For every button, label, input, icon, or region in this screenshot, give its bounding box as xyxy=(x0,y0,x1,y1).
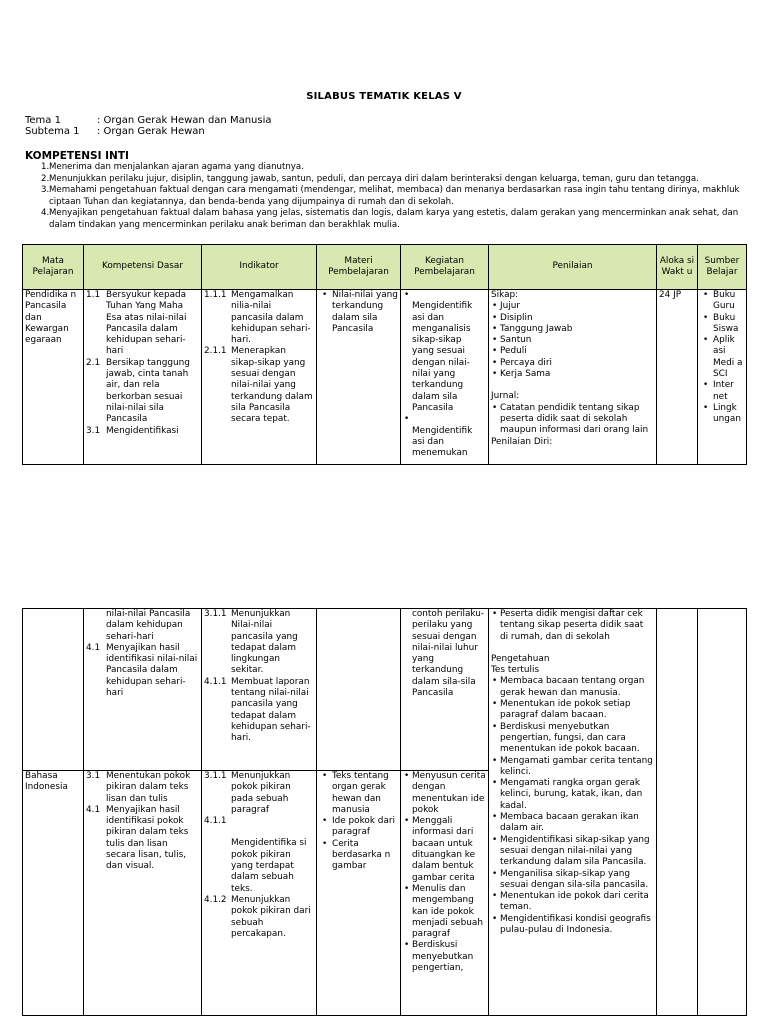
list-item: • Nilai-nilai yang terkandung dalam sila Pancasila xyxy=(319,290,398,335)
list-item: • Mengidentifikasi sikap-sikap yang sesuai dengan nilai-nilai yang terkandung dalam sila Pancasila. xyxy=(491,835,654,869)
list-item: • Catatan pendidik tentang sikap peserta didik saat di sekolah maupun informasi dari orang lain xyxy=(491,403,654,437)
list-item: • Percaya diri xyxy=(491,358,654,369)
cell-materi xyxy=(317,290,401,465)
document-title: SILABUS TEMATIK KELAS V xyxy=(306,91,462,102)
tema-key: Tema 1 xyxy=(25,115,61,126)
list-item: • Menganilisa sikap-sikap yang sesuai dengan sila-sila pancasila. xyxy=(491,869,654,892)
list-item: • Disiplin xyxy=(491,313,654,324)
list-item: • Menyusun cerita dengan menentukan ide pokok xyxy=(403,771,486,816)
table-header-row xyxy=(23,245,747,290)
cell-indikator: 3.1.1 Menunjukkan pokok pikiran pada sebuah paragraf 4.1.1 Mengidentifika si pokok pikiran yang terdapat dalam sebuah teks. 4.1.2 Menunjukkan pokok pikiran dari sebuah percakapan. xyxy=(202,771,317,1016)
list-item: • Buku Siswa xyxy=(700,313,744,336)
list-item: • Mengidentifik asi dan menemukan xyxy=(403,414,486,459)
list-item: • Kerja Sama xyxy=(491,369,654,380)
cell-sumber-belajar xyxy=(698,609,747,1016)
cell-mata-pelajaran: Pendidika n Pancasila dan Kewargan egaraan xyxy=(23,290,84,465)
cell-materi xyxy=(317,771,401,1016)
table-row xyxy=(23,609,747,771)
cell-materi xyxy=(317,609,401,771)
list-item: • Menulis dan mengembang kan ide pokok menjadi sebuah paragraf xyxy=(403,884,486,940)
list-item: • Aplik asi Medi a SCI xyxy=(700,335,744,380)
list-item: • Menggali informasi dari bacaan untuk dituangkan ke dalam bentuk gambar cerita xyxy=(403,816,486,884)
ki-item: 4. Menyajikan pengetahuan faktual dalam bahasa yang jelas, sistematis dan logis, dalam karya yang estetis, dalam gerakan yang mencerminkan anak sehat, dan dalam tindakan yang mencerminkan perilaku anak beriman dan berakhlak mulia. xyxy=(41,208,739,230)
ki-item: 2. Menunjukkan perilaku jujur, disiplin, tanggung jawab, santun, peduli, dan percaya diri dalam berinteraksi dengan keluarga, teman, guru dan tetangga. xyxy=(41,173,699,184)
tema-value: : Organ Gerak Hewan dan Manusia xyxy=(97,115,272,126)
header-materi: Materi Pembelajaran xyxy=(317,245,401,290)
list-item: • Mengamati rangka organ gerak kelinci, burung, katak, ikan, dan kadal. xyxy=(491,778,654,812)
list-item: • Jujur xyxy=(491,301,654,312)
kompetensi-inti-list xyxy=(25,162,745,231)
cell-alokasi-waktu: 24 JP xyxy=(657,290,698,465)
header-kegiatan: Kegiatan Pembelajaran xyxy=(401,245,489,290)
list-item: • Berdiskusi menyebutkan pengertian, fungsi, dan cara menentukan ide pokok bacaan. xyxy=(491,722,654,756)
cell-kompetensi-dasar: nilai-nilai Pancasila dalam kehidupan sehari-hari 4.1 Menyajikan hasil identifikasi nilai-nilai Pancasila dalam kehidupan sehari-hari xyxy=(84,609,202,771)
cell-alokasi-waktu xyxy=(657,609,698,1016)
ki-item: 3. Memahami pengetahuan faktual dengan cara mengamati (mendengar, melihat, membaca) dan menanya berdasarkan rasa ingin tahu tentang dirinya, makhluk ciptaan Tuhan dan kegiatannya, dan benda-benda yang dijumpainya di rumah dan di sekolah. xyxy=(41,185,740,207)
cell-kegiatan: contoh perilaku-perilaku yang sesuai dengan nilai-nilai luhur yang terkandung dalam sila-sila Pancasila xyxy=(401,609,489,771)
tema-line xyxy=(25,115,272,126)
list-item: • Tanggung Jawab xyxy=(491,324,654,335)
kompetensi-inti-heading: KOMPETENSI INTI xyxy=(25,150,129,162)
list-item: • Mengamati gambar cerita tentang kelinci. xyxy=(491,756,654,779)
header-indikator: Indikator xyxy=(202,245,317,290)
list-item: • Berdiskusi menyebutkan pengertian, xyxy=(403,940,486,974)
cell-mata-pelajaran xyxy=(23,609,84,771)
subtema-value: : Organ Gerak Hewan xyxy=(97,126,205,137)
list-item: • Mengidentifikasi kondisi geografis pulau-pulau di Indonesia. xyxy=(491,914,654,937)
list-item: • Peserta didik mengisi daftar cek tentang sikap peserta didik saat di rumah, dan di sekolah xyxy=(491,609,654,643)
list-item: • Mengidentifik asi dan menganalisis sikap-sikap yang sesuai dengan nilai-nilai yang terkandung dalam sila Pancasila xyxy=(403,290,486,414)
silabus-table-part1 xyxy=(22,244,747,465)
cell-indikator: 3.1.1 Menunjukkan Nilai-nilai pancasila yang tedapat dalam lingkungan sekitar. 4.1.1 Membuat laporan tentang nilai-nilai pancasila yang tedapat dalam kehidupan sehari-hari. xyxy=(202,609,317,771)
list-item: • Menentukan ide pokok setiap paragraf dalam bacaan. xyxy=(491,699,654,722)
cell-indikator: 1.1.1 Mengamalkan nilia-nilai pancasila dalam kehidupan sehari-hari. 2.1.1 Menerapkan sikap-sikap yang sesuai dengan nilai-nilai yang terkandung dalam sila Pancasila secara tepat. xyxy=(202,290,317,465)
cell-penilaian: • Peserta didik mengisi daftar cek tentang sikap peserta didik saat di rumah, dan di sekolah Pengetahuan Tes tertulis • Membaca bacaan tentang organ gerak hewan dan manusia. • Menentukan ide pokok setiap paragraf dalam bacaan. • Berdiskusi menyebutkan pengertian, fungsi, dan cara menentukan ide pokok bacaan. • Mengamati gambar cerita tentang kelinci. • Mengamati rangka organ gerak kelinci, burung, katak, ikan, dan kadal. • Membaca bacaan gerakan ikan dalam air. • Mengidentifikasi sikap-sikap yang sesuai dengan nilai-nilai yang terkandung dalam sila Pancasila. • Menganilisa sikap-sikap yang sesuai dengan sila-sila pancasila. • Menentukan ide pokok dari cerita teman. • Mengidentifikasi kondisi geografis pulau-pulau di Indonesia. xyxy=(489,609,657,1016)
list-item: • Santun xyxy=(491,335,654,346)
cell-mata-pelajaran: Bahasa Indonesia xyxy=(23,771,84,1016)
header-sumber-belajar: Sumber Belajar xyxy=(698,245,747,290)
cell-kompetensi-dasar: 1.1 Bersyukur kepada Tuhan Yang Maha Esa atas nilai-nilai Pancasila dalam kehidupan sehari-hari 2.1 Bersikap tanggung jawab, cinta tanah air, dan rela berkorban sesuai nilai-nilai sila Pancasila 3.1 Mengidentifikasi xyxy=(84,290,202,465)
subtema-line xyxy=(25,126,205,137)
header-penilaian: Penilaian xyxy=(489,245,657,290)
list-item: • Membaca bacaan tentang organ gerak hewan dan manusia. xyxy=(491,676,654,699)
list-item: • Buku Guru xyxy=(700,290,744,313)
list-item: • Cerita berdasarka n gambar xyxy=(319,839,398,873)
cell-penilaian: Sikap: • Jujur • Disiplin • Tanggung Jawab • Santun • Peduli • Percaya diri • Kerja Sama Jurnal: • Catatan pendidik tentang sikap peserta didik saat di sekolah maupun informasi dari orang lain Penilaian Diri: xyxy=(489,290,657,465)
header-kompetensi-dasar: Kompetensi Dasar xyxy=(84,245,202,290)
list-item: • Membaca bacaan gerakan ikan dalam air. xyxy=(491,812,654,835)
cell-kompetensi-dasar: 3.1 Menentukan pokok pikiran dalam teks lisan dan tulis 4.1 Menyajikan hasil identifikasi pokok pikiran dalam teks tulis dan lisan secara lisan, tulis, dan visual. xyxy=(84,771,202,1016)
subtema-key: Subtema 1 xyxy=(25,126,80,137)
list-item: • Menentukan ide pokok dari cerita teman. xyxy=(491,891,654,914)
list-item: • Ide pokok dari paragraf xyxy=(319,816,398,839)
list-item: • Inter net xyxy=(700,380,744,403)
ki-item: 1. Menerima dan menjalankan ajaran agama yang dianutnya. xyxy=(41,162,304,172)
cell-sumber-belajar xyxy=(698,290,747,465)
list-item: • Teks tentang organ gerak hewan dan manusia xyxy=(319,771,398,816)
cell-kegiatan xyxy=(401,771,489,1016)
header-alokasi-waktu: Aloka si Wakt u xyxy=(657,245,698,290)
silabus-table-part2 xyxy=(22,608,747,1016)
cell-kegiatan xyxy=(401,290,489,465)
table-row xyxy=(23,290,747,465)
list-item: • Peduli xyxy=(491,346,654,357)
list-item: • Lingk ungan xyxy=(700,403,744,426)
header-mata-pelajaran: Mata Pelajaran xyxy=(23,245,84,290)
